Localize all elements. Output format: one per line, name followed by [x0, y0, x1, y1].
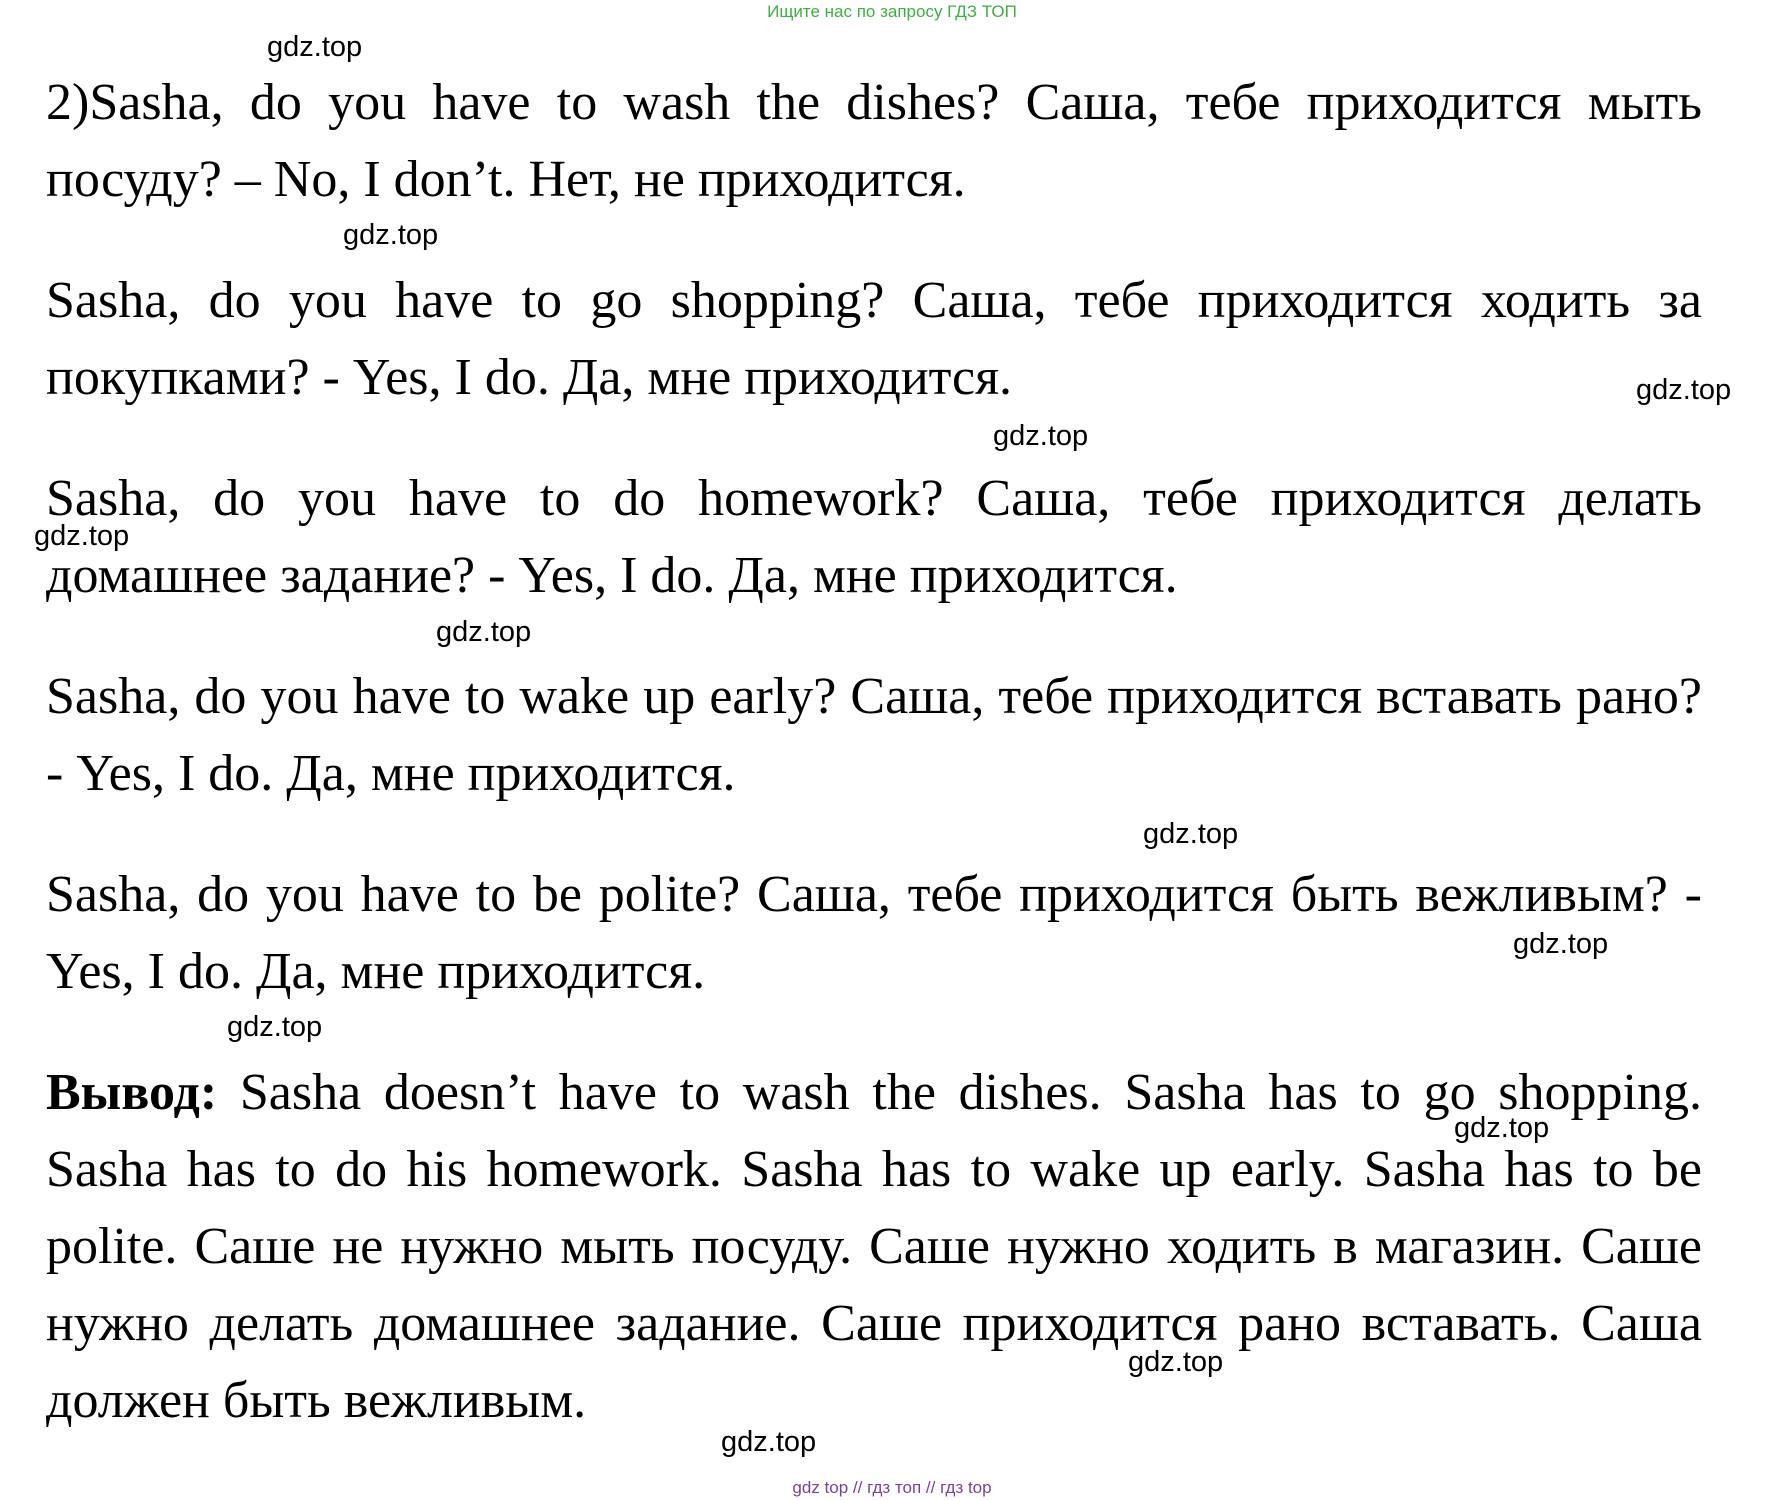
- bottom-banner: gdz top // гдз топ // гдз top: [792, 1478, 992, 1497]
- answer-paragraph-5: Sasha, do you have to be polite? Саша, тебе приходится быть вежливым? - Yes, I do. Да, мне приходится.: [46, 866, 1702, 1000]
- watermark: gdz.top: [343, 219, 439, 251]
- watermark: gdz.top: [1454, 1112, 1550, 1144]
- answer-paragraph-1: 2)Sasha, do you have to wash the dishes? Саша, тебе приходится мыть посуду? – No, I don’t. Нет, не приходится.: [46, 74, 1702, 208]
- conclusion-label: Вывод:: [46, 1064, 218, 1121]
- top-banner: Ищите нас по запросу ГДЗ ТОП: [767, 2, 1017, 21]
- watermark: gdz.top: [1636, 374, 1732, 406]
- watermark: gdz.top: [993, 420, 1089, 452]
- answer-paragraph-4: Sasha, do you have to wake up early? Саша, тебе приходится вставать рано? - Yes, I do. Да, мне приходится.: [46, 668, 1702, 802]
- conclusion-text: Sasha doesn’t have to wash the dishes. Sasha has to go shopping. Sasha has to do his homework. Sasha has to wake up early. Sasha has to be polite. Саше не нужно мыть посуду. Саше нужно ходить в магазин. Саше нужно делать домашнее задание. Саше приходится рано вставать. Саша должен быть вежливым.: [46, 1064, 1702, 1429]
- watermark: gdz.top: [1128, 1346, 1224, 1378]
- document-body: [46, 64, 1702, 1439]
- answer-paragraph-2: Sasha, do you have to go shopping? Саша, тебе приходится ходить за покупками? - Yes, I do. Да, мне приходится.: [46, 272, 1702, 406]
- watermark: gdz.top: [267, 31, 363, 63]
- watermark: gdz.top: [1143, 818, 1239, 850]
- watermark: gdz.top: [721, 1426, 817, 1458]
- watermark: gdz.top: [1513, 928, 1609, 960]
- watermark: gdz.top: [436, 616, 532, 648]
- watermark: gdz.top: [227, 1011, 323, 1043]
- watermark: gdz.top: [34, 520, 130, 552]
- answer-paragraph-3: Sasha, do you have to do homework? Саша, тебе приходится делать домашнее задание? - Yes, I do. Да, мне приходится.: [46, 470, 1702, 604]
